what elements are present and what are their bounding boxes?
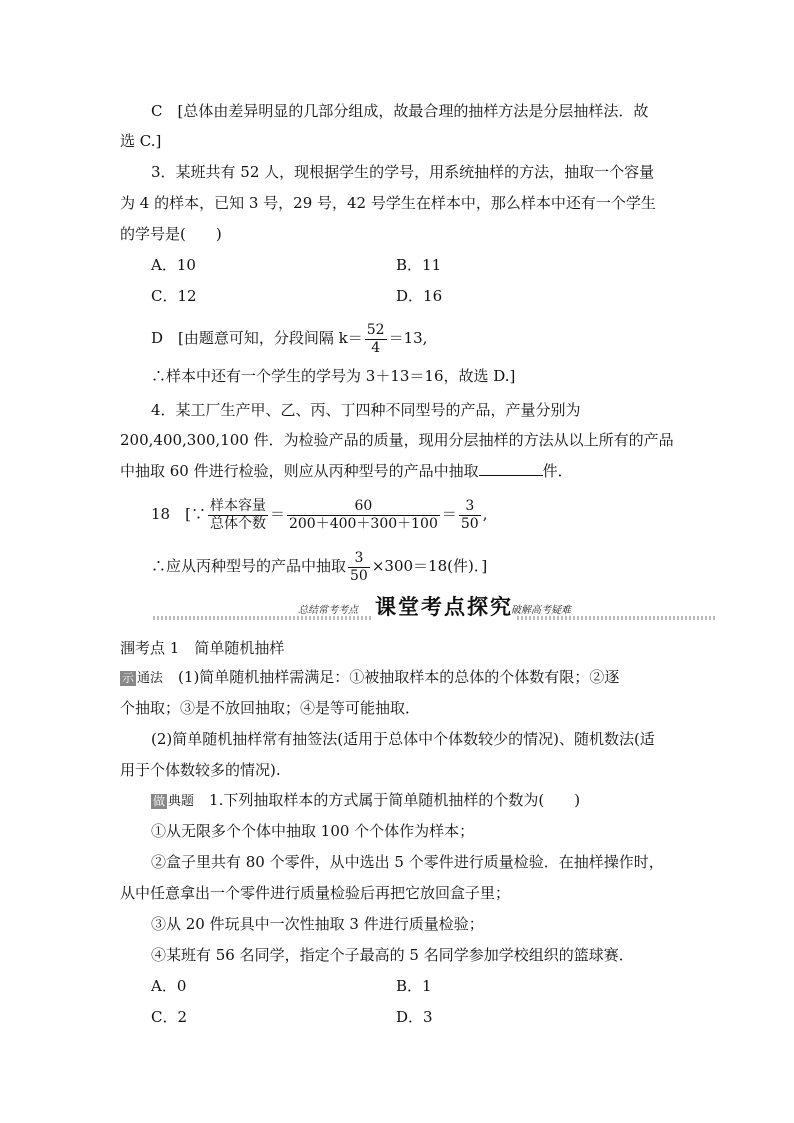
ex1-option-d: D．3 — [396, 1008, 433, 1026]
topic-1-heading: 涠考点 1 简单随机抽样 — [120, 639, 285, 657]
answer-3-line-1: D [由题意可知，分段间隔 k＝ $\frac{52}{4}$ ＝13, — [151, 321, 428, 356]
example-tag: 做 — [153, 794, 166, 808]
topic-1-para-1-line-2: 个抽取；③是不放回抽取；④是等可能抽取． — [120, 699, 421, 717]
example-1-item-2-line-2: 从中任意拿出一个零件进行质量检验后再把它放回盒子里； — [120, 884, 511, 902]
fraction-52-over-4: $\frac{52}{4}$ — [366, 321, 385, 356]
example-1-item-1: ①从无限多个个体中抽取 100 个个体作为样本； — [151, 822, 475, 840]
fraction-3-over-50-b: $\frac{3}{50}$ — [350, 549, 368, 584]
topic-1-para-2-line-2: 用于个体数较多的情况). — [120, 761, 281, 779]
ex1-option-a: A．0 — [151, 977, 187, 995]
q3-option-d: D．16 — [396, 287, 443, 305]
question-4-line-1: 4．某工厂生产甲、乙、丙、丁四种不同型号的产品，产量分别为 — [151, 401, 581, 419]
answer-2-line-2: 选 C.] — [120, 132, 162, 150]
answer-4-line-2: ∴应从丙种型号的产品中抽取 $\frac{3}{50}$ ×300＝18(件)．] — [151, 549, 488, 584]
banner-title: 课堂考点探究 — [371, 591, 517, 621]
method-label: 通法 — [137, 671, 164, 686]
section-banner — [153, 595, 716, 623]
topic-1-para-1-line-1: 示 通法 (1)简单随机抽样需满足：①被抽取样本的总体的个体数有限；②逐 — [122, 668, 620, 686]
question-4-line-2: 200,400,300,100 件．为检验产品的质量，现用分层抽样的方法从以上所有的产品 — [120, 431, 674, 449]
question-3-line-1: 3．某班共有 52 人，现根据学生的学号，用系统抽样的方法，抽取一个容量 — [151, 163, 655, 181]
answer-3-line-2: ∴样本中还有一个学生的学号为 3＋13＝16，故选 D.] — [151, 367, 516, 385]
fraction-sample-over-total: $\frac{\text{样本容量}}{\text{总体个数}}$ — [209, 497, 266, 532]
example-label: 典题 — [168, 794, 195, 809]
example-1-item-2-line-1: ②盒子里共有 80 个零件，从中选出 5 个零件进行质量检验．在抽样操作时， — [151, 853, 664, 871]
question-3-line-3: 的学号是( ) — [120, 225, 222, 243]
method-tag: 示 — [122, 671, 135, 685]
q3-option-b: B．11 — [396, 256, 442, 274]
banner-right-caption: 破解高考疑难 — [511, 605, 571, 616]
ex1-option-b: B．1 — [396, 977, 432, 995]
example-1-item-3: ③从 20 件玩具中一次性抽取 3 件进行质量检验； — [151, 915, 484, 933]
fraction-3-over-50: $\frac{3}{50}$ — [460, 497, 479, 532]
question-4-line-3: 中抽取 60 件进行检验，则应从丙种型号的产品中抽取 件． — [120, 462, 573, 480]
ex1-option-c: C．2 — [151, 1008, 188, 1026]
q3-option-c: C．12 — [151, 287, 197, 305]
q3-option-a: A．10 — [151, 256, 196, 274]
answer-4-line-1: 18 [∵ $\frac{\text{样本容量}}{\text{总体个数}}$ ＝ $\frac{60}{200+400+300+100}$ ＝ $\frac{3}{50}$ , — [151, 497, 488, 532]
topic-1-para-2-line-1: (2)简单随机抽样常有抽签法(适用于总体中个体数较少的情况)、随机数法(适 — [151, 730, 655, 748]
example-1-item-4: ④某班有 56 名同学，指定个子最高的 5 名同学参加学校组织的篮球赛． — [151, 946, 634, 964]
banner-left-caption: 总结常考考点 — [298, 605, 358, 616]
example-1-question: 做 典题 1.下列抽取样本的方式属于简单随机抽样的个数为( ) — [153, 791, 581, 809]
answer-2-line-1: C [总体由差异明显的几部分组成，故最合理的抽样方法是分层抽样法．故 — [151, 102, 649, 120]
answer-blank — [479, 461, 543, 476]
question-3-line-2: 为 4 的样本，已知 3 号，29 号，42 号学生在样本中，那么样本中还有一个学生 — [120, 194, 656, 212]
fraction-60-over-sum: $\frac{60}{200+400+300+100}$ — [288, 497, 438, 532]
